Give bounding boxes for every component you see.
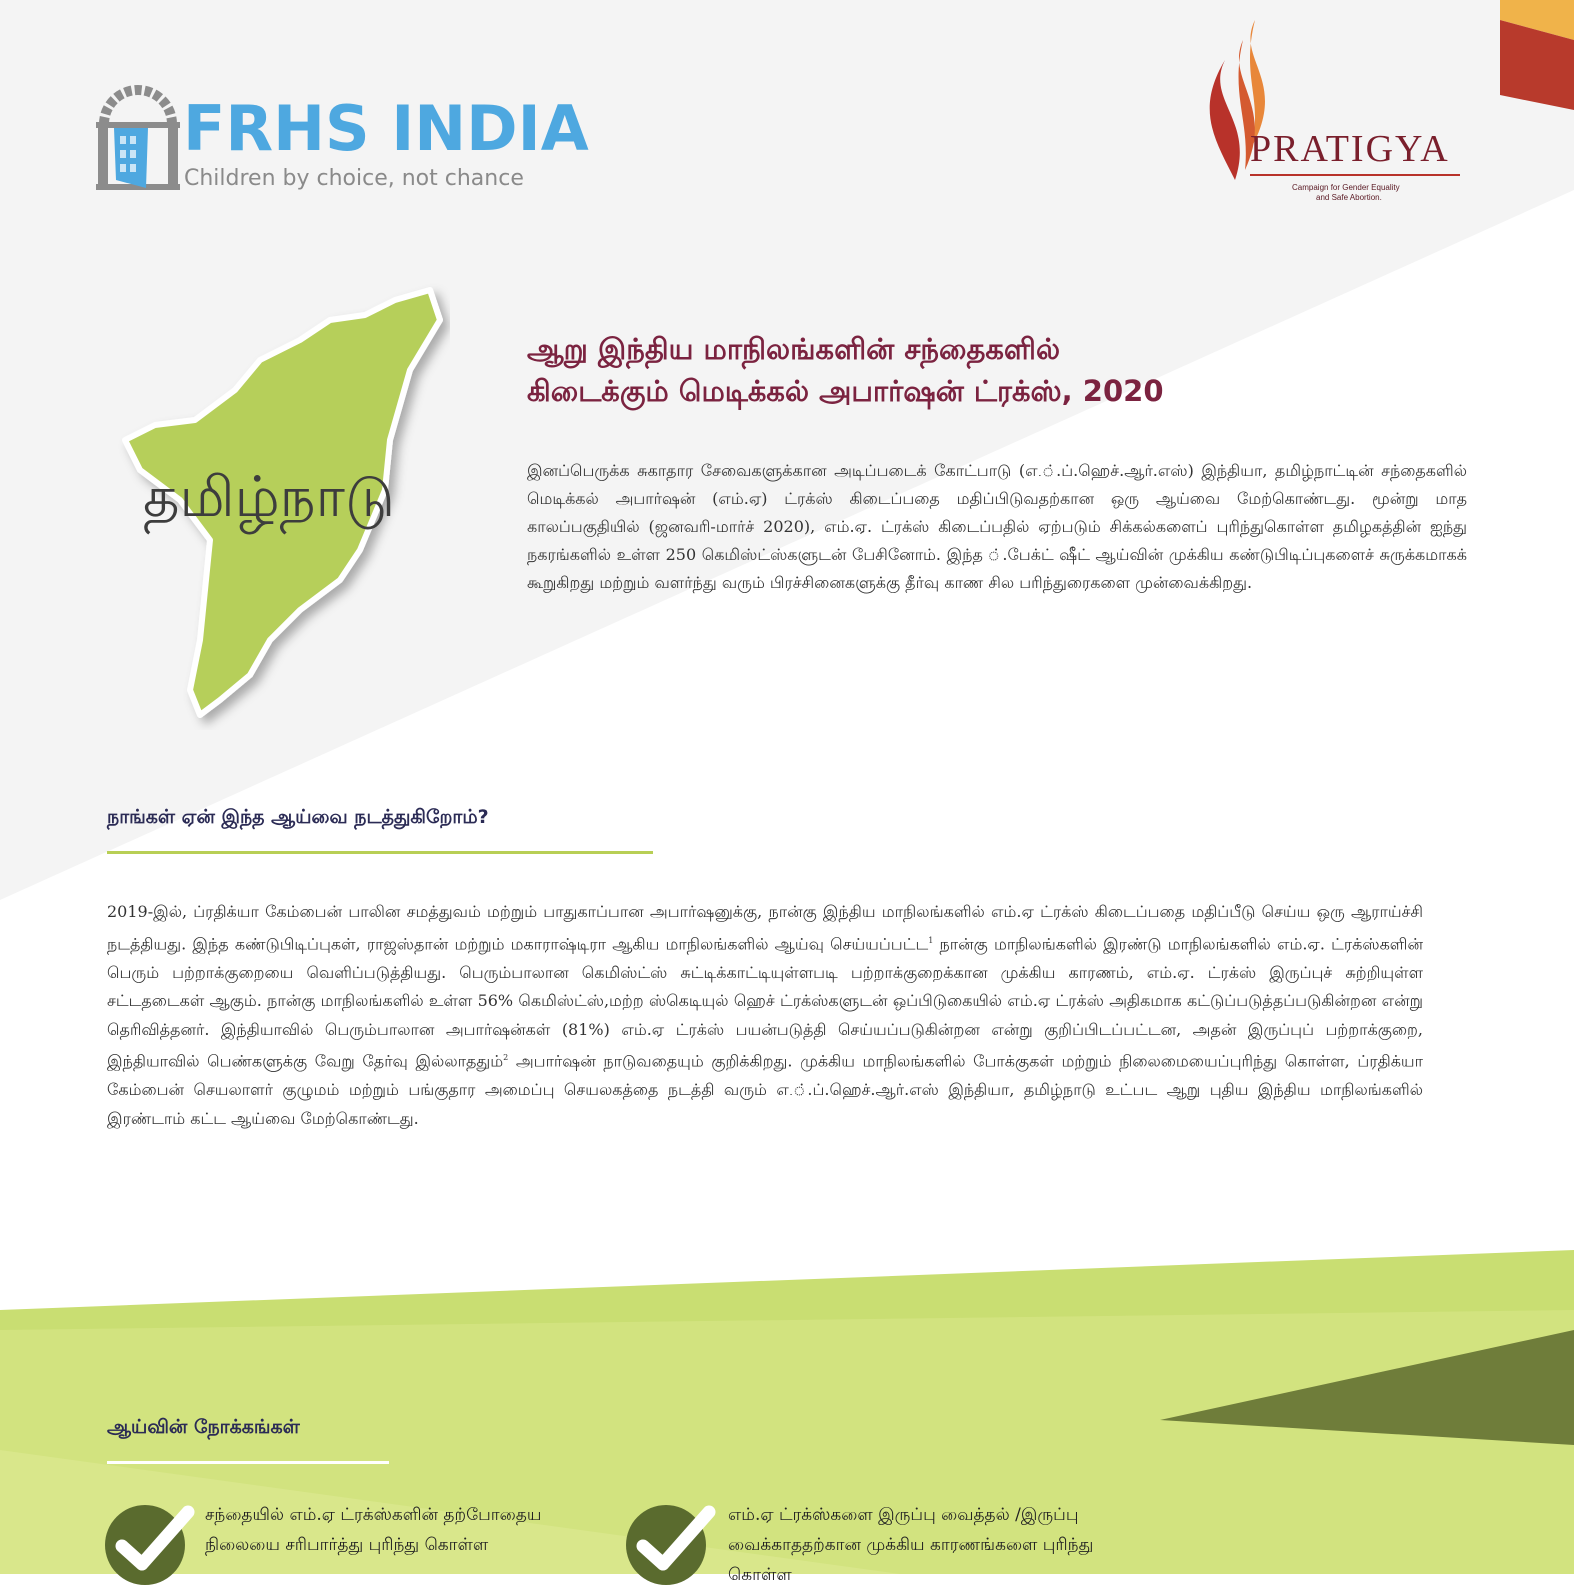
why-section-rule	[107, 851, 653, 854]
objectives-rule	[107, 1461, 389, 1464]
why-paragraph-part-2: நான்கு மாநிலங்களில் இரண்டு மாநிலங்களில் எம்.ஏ. ட்ரக்ஸ்களின் பெரும் பற்றாக்குறையை வெளிப்படுத்தியது. பெரும்பாலான கெமிஸ்ட்ஸ் சுட்டிக்காட்டியுள்ளபடி பற்றாக்குறைக்கான முக்கிய காரணம், எம்.ஏ. ட்ரக்ஸ் இருப்புச் சுற்றியுள்ள சட்டதடைகள் ஆகும். நான்கு மாநிலங்களில் உள்ள 56% கெமிஸ்ட்ஸ்,மற்ற ஸ்கெடியுல் ஹெச் ட்ரக்ஸ்களுடன் ஒப்பிடுகையில் எம்.ஏ ட்ரக்ஸ் அதிகமாக கட்டுப்படுத்தப்படுகின்றன என்று தெரிவித்தனர். இந்தியாவில் பெரும்பாலான அபார்ஷன்கள் (81%) எம்.ஏ ட்ரக்ஸ் பயன்படுத்தி செய்யப்படுகின்றன என்று குறிப்பிடப்பட்டன, அதன் இருப்புப் பற்றாக்குறை, இந்தியாவில் பெண்களுக்கு வேறு தேர்வு இல்லாததும்	[107, 933, 1424, 1071]
footnote-marker-1: 1	[928, 935, 934, 945]
objective-text: எம்.ஏ ட்ரக்ஸ்களை இருப்பு வைத்தல் /இருப்பு வைக்காததற்கான முக்கிய காரணங்களை புரிந்து கொள்ள	[728, 1505, 1094, 1585]
state-name-label: தமிழ்நாடு	[143, 465, 395, 530]
title-line-1: ஆறு இந்திய மாநிலங்களின் சந்தைகளில்	[527, 332, 1061, 366]
checkmark-icon	[108, 1500, 198, 1574]
why-section-heading: நாங்கள் ஏன் இந்த ஆய்வை நடத்துகிறோம்?	[107, 806, 489, 828]
door-arch-icon	[96, 84, 180, 192]
pratigya-subtitle-line1: Campaign for Gender Equality	[1292, 183, 1400, 192]
intro-paragraph: இனப்பெருக்க சுகாதார சேவைகளுக்கான அடிப்படைக் கோட்பாடு (எ.்.ப்.ஹெச்.ஆர்.எஸ்) இந்தியா, தமிழ்நாட்டின் சந்தைகளில் மெடிக்கல் அபார்ஷன் (எம்.ஏ) ட்ரக்ஸ் கிடைப்பதை மதிப்பிடுவதற்கான ஒரு ஆய்வை மேற்கொண்டது. மூன்று மாத காலப்பகுதியில் (ஜனவரி-மார்ச் 2020), எம்.ஏ. ட்ரக்ஸ் கிடைப்பதில் ஏற்படும் சிக்கல்களைப் புரிந்துகொள்ள தமிழகத்தின் ஐந்து நகரங்களில் உள்ள 250 கெமிஸ்ட்ஸ்களுடன் பேசினோம். இந்த ்.பேக்ட் ஷீட் ஆய்வின் முக்கிய கண்டுபிடிப்புகளைச் சுருக்கமாகக் கூறுகிறது மற்றும் வளர்ந்து வரும் பிரச்சினைகளுக்கு தீர்வு காண சில பரிந்துரைகளை முன்வைக்கிறது.	[527, 461, 1467, 592]
pratigya-wordmark: PRATIGYA	[1250, 128, 1450, 170]
why-paragraph-part-1: 2019-இல், ப்ரதிக்யா கேம்பைன் பாலின சமத்துவம் மற்றும் பாதுகாப்பான அபார்ஷனுக்கு, நான்கு இந்திய மாநிலங்களில் எம்.ஏ ட்ரக்ஸ் கிடைப்பதை மதிப்பீடு செய்ய ஒரு ஆராய்ச்சி நடத்தியது. இந்த கண்டுபிடிப்புகள், ராஜஸ்தான் மற்றும் மகாராஷ்டிரா ஆகிய மாநிலங்களில் ஆய்வு செய்யப்பட்ட	[107, 902, 1423, 953]
pratigya-underline	[1250, 174, 1460, 176]
page-title	[527, 328, 1427, 412]
why-section-paragraph	[107, 898, 1423, 1133]
pratigya-subtitle	[1292, 183, 1452, 203]
footnote-marker-2: 2	[503, 1053, 509, 1063]
why-paragraph-part-3: அபார்ஷன் நாடுவதையும் குறிக்கிறது. முக்கிய மாநிலங்களில் போக்குகள் மற்றும் நிலைமையைப்புரிந்து கொள்ள, ப்ரதிக்யா கேம்பைன் செயலாளர் குழுமம் மற்றும் பங்குதார அமைப்பு செயலகத்தை நடத்தி வரும் எ.்.ப்.ஹெச்.ஆர்.எஸ் இந்தியா, தமிழ்நாடு உட்பட ஆறு புதிய இந்திய மாநிலங்களில் இரண்டாம் கட்ட ஆய்வை மேற்கொண்டது.	[107, 1051, 1424, 1128]
objectives-heading: ஆய்வின் நோக்கங்கள்	[107, 1416, 300, 1438]
frhs-wordmark: FRHS INDIA	[183, 92, 589, 165]
pratigya-subtitle-line2: and Safe Abortion.	[1316, 193, 1382, 202]
frhs-tagline: Children by choice, not chance	[184, 166, 524, 191]
checkmark-icon	[629, 1500, 719, 1574]
title-line-2: கிடைக்கும் மெடிக்கல் அபார்ஷன் ட்ரக்ஸ், 2020	[527, 374, 1164, 408]
objective-text: சந்தையில் எம்.ஏ ட்ரக்ஸ்களின் தற்போதைய நிலையை சரிபார்த்து புரிந்து கொள்ள	[205, 1505, 542, 1555]
